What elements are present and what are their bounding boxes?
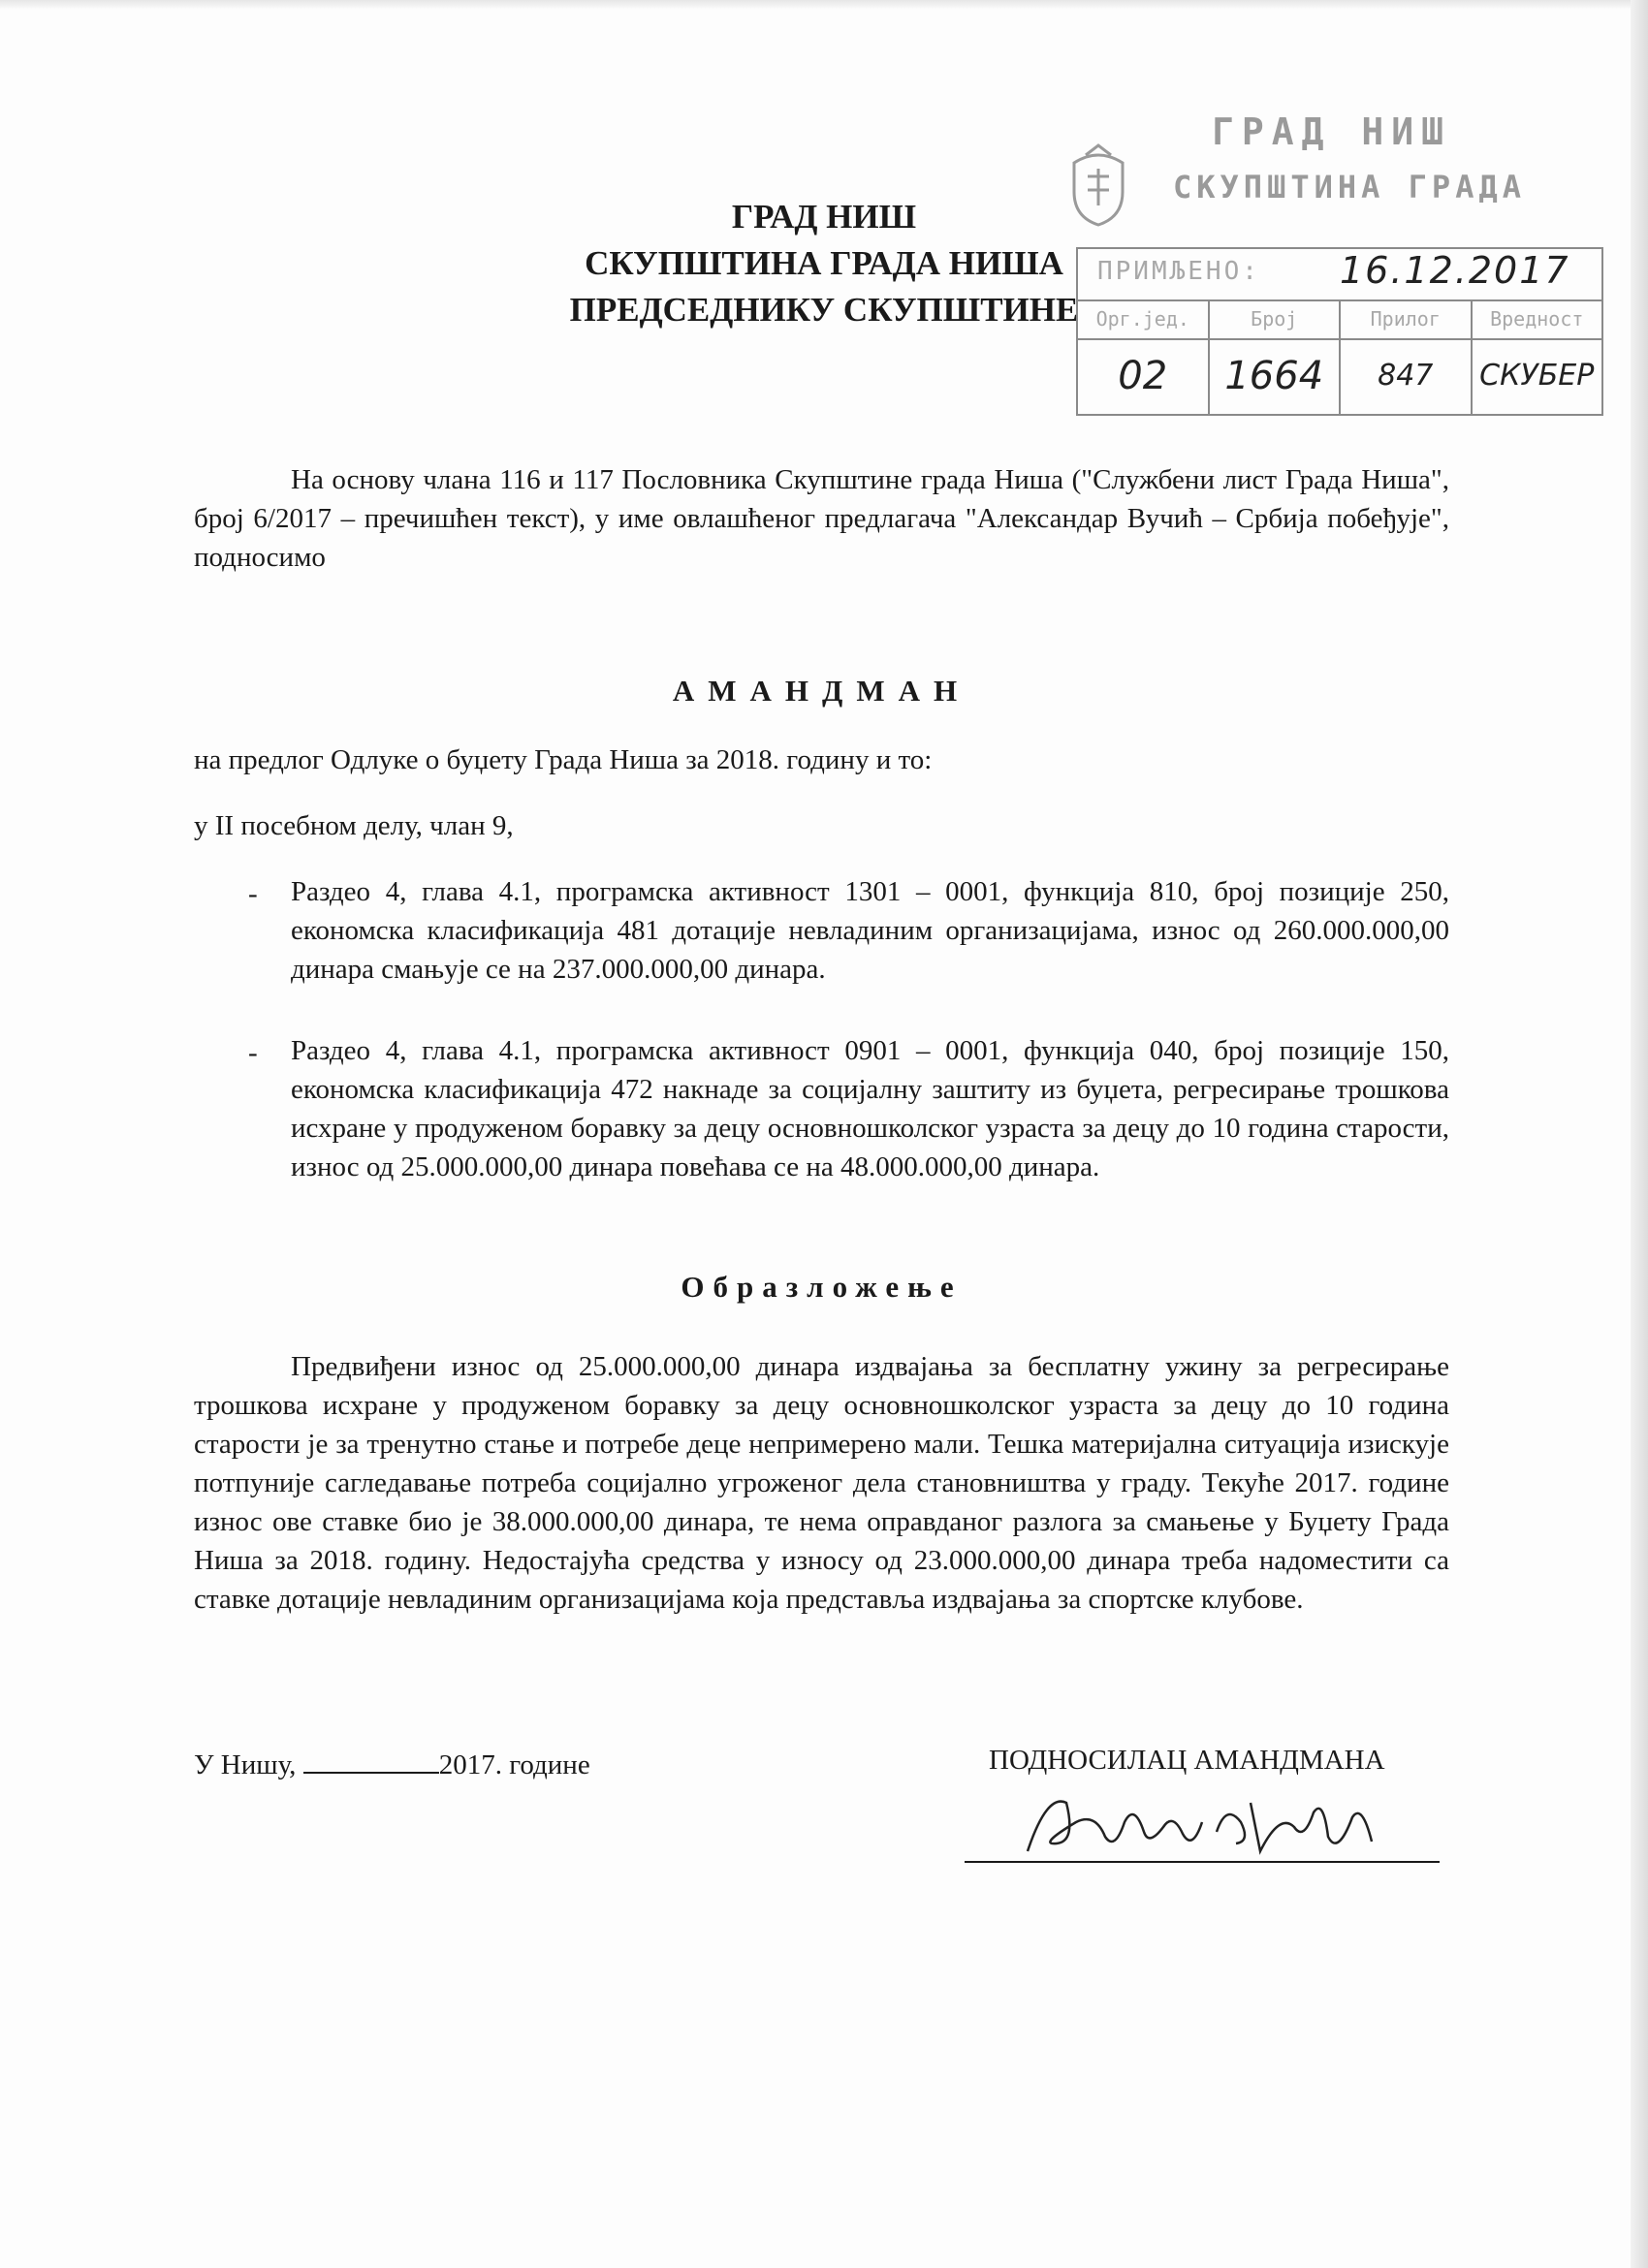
stamp-col-attachment	[1341, 299, 1473, 414]
list-item: Раздео 4, глава 4.1, програмска активност 0901 – 0001, функција 040, број позиције 150, економска класификација 472 накнаде за социјалну заштиту из буџета, регресирање трошкова исхране у продуженом боравку за децу основношколског узраста за децу до 10 година старости, износ од 25.000.000,00 динара повећава се на 48.000.000,00 динара.	[291, 1035, 1449, 1182]
stamp-col-value-field	[1473, 299, 1602, 414]
scan-edge-right	[1631, 0, 1648, 2268]
explanation-paragraph: Предвиђени износ од 25.000.000,00 динара издвајања за бесплатну ужину за регресирање трошкова исхране у продуженом боравку за децу основношколског узраста за децу до 10 година старости је за тренутно стање и потребе деце непримерено мали. Тешка материјална ситуација изискује потпуније сагледавање потреба социјално угроженог дела становништва у граду. Текуће 2017. године износ ове ставке био је 38.000.000,00 динара, те нема оправданог разлога за смањење у Буџету Града Ниша за 2018. годину. Недостајућа средства у износу од 23.000.000,00 динара треба надоместити са ставке дотације невладиним организацијама која представља издвајања за спортске клубове.	[194, 1351, 1449, 1615]
amendment-subtitle: на предлог Одлуке о буџету Града Ниша за 2018. годину и то:	[194, 744, 933, 775]
signer-label: ПОДНОСИЛАЦ АМАНДМАНА	[989, 1745, 1385, 1776]
amendment-title: АМАНДМАН	[672, 674, 971, 708]
place-and-date	[194, 1745, 590, 1781]
list-item: Раздео 4, глава 4.1, програмска активност 1301 – 0001, функција 810, број позиције 250, економска класификација 481 дотације невладиним организацијама, износ од 260.000.000,00 динара смањује се на 237.000.000,00 динара.	[291, 876, 1449, 985]
stamp-col-head: Прилог	[1341, 299, 1471, 340]
signature-line	[965, 1861, 1440, 1863]
stamp-assembly-name: СКУПШТИНА ГРАДА	[1173, 169, 1526, 205]
header-city: ГРАД НИШ	[731, 198, 917, 236]
handwritten-signature	[1018, 1783, 1386, 1871]
section-reference: у II посебном делу, члан 9,	[194, 810, 514, 841]
document-header	[465, 194, 1183, 333]
stamp-received-label: ПРИМЉЕНО:	[1097, 257, 1260, 286]
place-suffix: 2017. године	[438, 1749, 590, 1780]
stamp-col-number	[1210, 299, 1342, 414]
explanation-title: Образложење	[681, 1270, 963, 1304]
stamp-col-value: СКУБЕР	[1479, 359, 1595, 393]
date-blank	[303, 1745, 439, 1774]
stamp-col-head: Вредност	[1473, 299, 1602, 340]
stamp-city-name: ГРАД НИШ	[1212, 110, 1452, 153]
stamp-col-head: Орг.јед.	[1078, 299, 1208, 340]
stamp-col-head: Број	[1210, 299, 1340, 340]
stamp-received-date: 16.12.2017	[1340, 249, 1570, 292]
intro-paragraph: На основу члана 116 и 117 Пословника Скупштине града Ниша ("Службени лист Града Ниша", број 6/2017 – пречишћен текст), у име овлашћеног предлагача "Александар Вучић – Србија побеђује", подносимо	[194, 464, 1449, 573]
stamp-col-value: 847	[1378, 359, 1434, 393]
registry-stamp-box	[1076, 247, 1603, 416]
header-assembly: СКУПШТИНА ГРАДА НИША	[585, 244, 1063, 282]
stamp-col-value: 02	[1118, 354, 1168, 398]
stamp-grid	[1078, 299, 1601, 414]
scan-edge-top	[0, 0, 1648, 10]
place-prefix: У Нишу,	[194, 1749, 303, 1780]
header-recipient: ПРЕДСЕДНИКУ СКУПШТИНЕ	[569, 291, 1079, 329]
list-bullet: -	[248, 1037, 258, 1068]
stamp-received-row	[1078, 249, 1601, 301]
stamp-col-value: 1664	[1224, 354, 1324, 398]
list-bullet: -	[248, 878, 258, 909]
stamp-col-org-unit	[1078, 299, 1210, 414]
